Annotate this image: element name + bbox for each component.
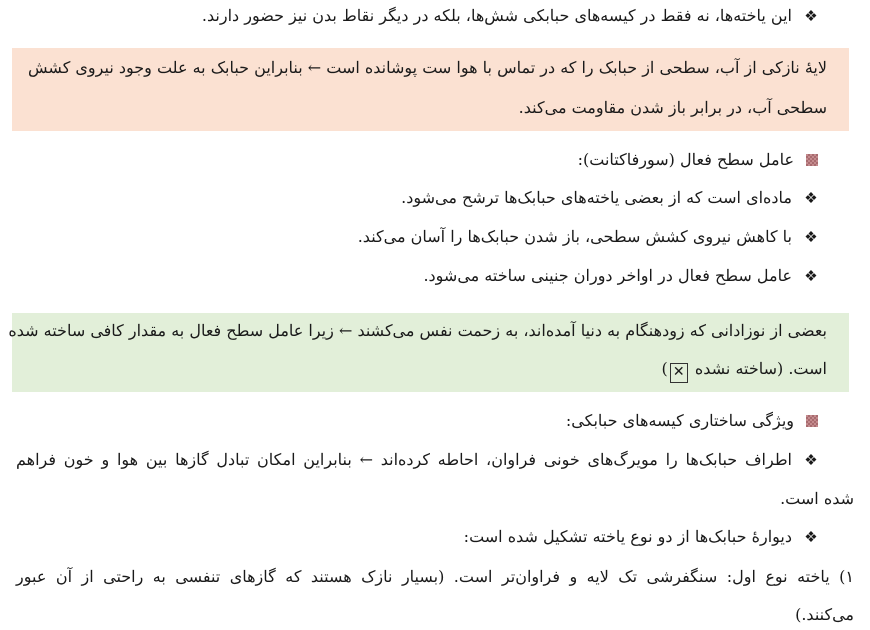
bullet-line (0, 264, 870, 288)
bullet-line (0, 4, 870, 28)
numbered-item-continuation: می‌کنند.) (795, 605, 854, 624)
bullet-line (0, 186, 870, 210)
bullet-text: ماده‌ای است که از بعضی یاخته‌های حبابک‌ها ترشح می‌شود. (401, 188, 792, 207)
diamond-bullet-icon: ❖ (804, 267, 818, 285)
bullet-line (0, 525, 870, 549)
highlight-text-line: لایهٔ نازکی از آب، سطحی از حبابک را که در تماس با هوا ست پوشانده است ← بنابراین حبابک به علت وجود نیروی کشش (28, 58, 827, 77)
bullet-line (0, 225, 870, 249)
bullet-text: اطراف حبابک‌ها را مویرگ‌های خونی فراوان، احاطه کرده‌اند ← بنابراین امکان تبادل گازها بین هوا و خون فراهم (16, 450, 793, 469)
peach-highlight-box (12, 48, 849, 131)
green-highlight-box (8, 313, 849, 392)
diamond-bullet-icon: ❖ (804, 7, 818, 25)
section-heading (0, 148, 870, 172)
numbered-item-text: ۱) یاخته نوع اول: سنگفرشی تک لایه و فراوان‌تر است. (بسیار نازک هستند که گازهای تنفسی به راحتی از آن عبور (16, 567, 855, 586)
section-heading-text: عامل سطح فعال (سورفاکتانت): (577, 150, 794, 169)
diamond-bullet-icon: ❖ (804, 189, 818, 207)
section-heading (0, 409, 870, 433)
highlight-text-line: سطحی آب، در برابر باز شدن مقاومت می‌کند. (518, 98, 827, 117)
bullet-text: دیوارهٔ حبابک‌ها از دو نوع یاخته تشکیل شده است: (463, 527, 792, 546)
bullet-text: عامل سطح فعال در اواخر دوران جنینی ساخته می‌شود. (423, 266, 792, 285)
section-heading-text: ویژگی ساختاری کیسه‌های حبابکی: (565, 411, 794, 430)
bullet-text: با کاهش نیروی کشش سطحی، باز شدن حبابک‌ها را آسان می‌کند. (357, 227, 792, 246)
diamond-bullet-icon: ❖ (804, 451, 818, 469)
square-bullet-icon (806, 415, 818, 427)
highlight-text: ) (661, 359, 668, 378)
highlight-text-line (34, 357, 827, 383)
diamond-bullet-icon: ❖ (804, 528, 818, 546)
bullet-text: این یاخته‌ها، نه فقط در کیسه‌های حبابکی شش‌ها، بلکه در دیگر نقاط بدن نیز حضور دارند. (201, 6, 792, 25)
diamond-bullet-icon: ❖ (804, 228, 818, 246)
square-bullet-icon (806, 154, 818, 166)
highlight-text: است. (ساخته نشده (694, 359, 827, 378)
highlight-text-line: بعضی از نوزادانی که زودهنگام به دنیا آمده‌اند، به زحمت نفس می‌کشند ← زیرا عامل سطح فعال به مقدار کافی ساخته شده (8, 321, 827, 340)
checkbox-x-icon: ✕ (670, 363, 688, 383)
bullet-text-continuation: شده است. (780, 489, 854, 508)
